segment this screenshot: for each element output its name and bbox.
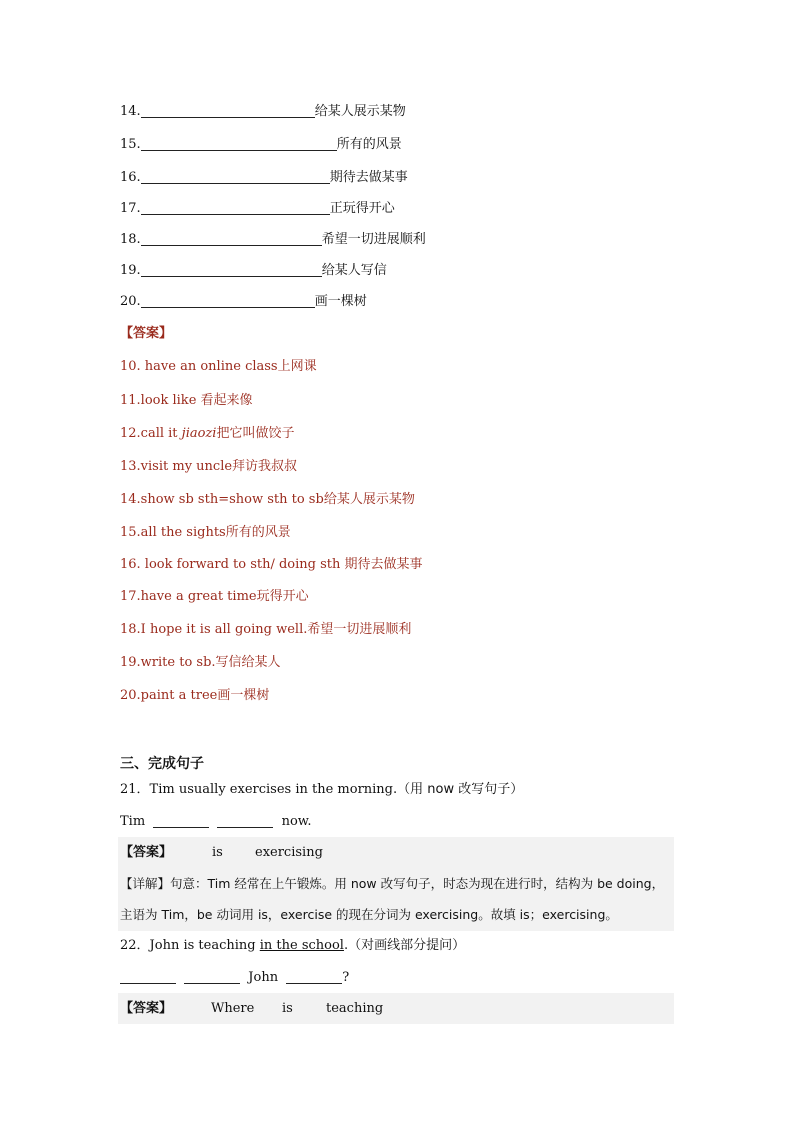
item-number: 19. xyxy=(120,263,141,278)
detail-21-line-1: 【详解】句意：Tim 经常在上午锻炼。用 now 改写句子，时态为现在进行时，结构为 be doing， xyxy=(120,876,665,891)
item-number: 16. xyxy=(120,170,141,185)
exercise-line-16 xyxy=(120,168,408,188)
answer-line-12: 12.call it jiaozi把它叫做饺子 xyxy=(120,426,295,441)
answer-blank[interactable] xyxy=(141,231,322,246)
section-heading: 三、完成句子 xyxy=(120,756,204,772)
item-meaning: 给某人写信 xyxy=(321,263,387,278)
question-22: 22．John is teaching in the school.（对画线部分提问） xyxy=(120,938,466,953)
answer-blank[interactable] xyxy=(141,103,315,118)
answer-label: 【答案】 xyxy=(120,326,173,341)
answer-line-10: 10. have an online class上网课 xyxy=(120,359,317,374)
answer-line-17: 17.have a great time玩得开心 xyxy=(120,589,309,604)
answer-blank[interactable] xyxy=(141,169,330,184)
exercise-line-17 xyxy=(120,199,395,219)
item-meaning: 正玩得开心 xyxy=(329,201,395,216)
item-meaning: 画一棵树 xyxy=(314,294,367,309)
exercise-line-15 xyxy=(120,135,402,155)
answer-blank[interactable] xyxy=(120,969,176,984)
answer-line-15: 15.all the sights所有的风景 xyxy=(120,525,291,540)
item-number: 15. xyxy=(120,137,141,152)
item-number: 18. xyxy=(120,232,141,247)
answer-blank[interactable] xyxy=(153,813,209,828)
answer-line-20: 20.paint a tree画一棵树 xyxy=(120,688,270,703)
question-22-fill: John ? xyxy=(120,968,349,988)
item-number: 14. xyxy=(120,104,141,119)
item-meaning: 所有的风景 xyxy=(336,137,402,152)
item-number: 20. xyxy=(120,294,141,309)
answer-blank[interactable] xyxy=(184,969,240,984)
item-number: 17. xyxy=(120,201,141,216)
question-21: 21．Tim usually exercises in the morning.（用 now 改写句子） xyxy=(120,782,524,797)
answer-blank[interactable] xyxy=(217,813,273,828)
answer-line-13: 13.visit my uncle拜访我叔叔 xyxy=(120,459,298,474)
answer-22: 【答案】 Where is teaching xyxy=(120,1001,384,1016)
exercise-line-19 xyxy=(120,261,387,281)
answer-line-11: 11.look like 看起来像 xyxy=(120,393,253,408)
item-meaning: 给某人展示某物 xyxy=(314,104,406,119)
answer-blank[interactable] xyxy=(141,200,330,215)
answer-blank[interactable] xyxy=(141,136,337,151)
answer-line-18: 18.I hope it is all going well.希望一切进展顺利 xyxy=(120,622,412,637)
question-21-fill: Tim now. xyxy=(120,814,312,829)
exercise-line-18 xyxy=(120,230,426,250)
answer-blank[interactable] xyxy=(141,262,322,277)
answer-box-22 xyxy=(118,993,674,1024)
answer-21: 【答案】 is exercising xyxy=(120,845,323,860)
answer-blank[interactable] xyxy=(286,969,342,984)
answer-line-19: 19.write to sb.写信给某人 xyxy=(120,655,281,670)
answer-line-14: 14.show sb sth=show sth to sb给某人展示某物 xyxy=(120,492,415,507)
answer-blank[interactable] xyxy=(141,293,315,308)
detail-21-line-2: 主语为 Tim，be 动词用 is，exercise 的现在分词为 exercising。故填 is；exercising。 xyxy=(120,907,618,922)
exercise-line-20 xyxy=(120,292,367,312)
item-meaning: 期待去做某事 xyxy=(329,170,408,185)
answer-line-16: 16. look forward to sth/ doing sth 期待去做某事 xyxy=(120,557,423,572)
item-meaning: 希望一切进展顺利 xyxy=(321,232,426,247)
exercise-line-14 xyxy=(120,102,406,122)
